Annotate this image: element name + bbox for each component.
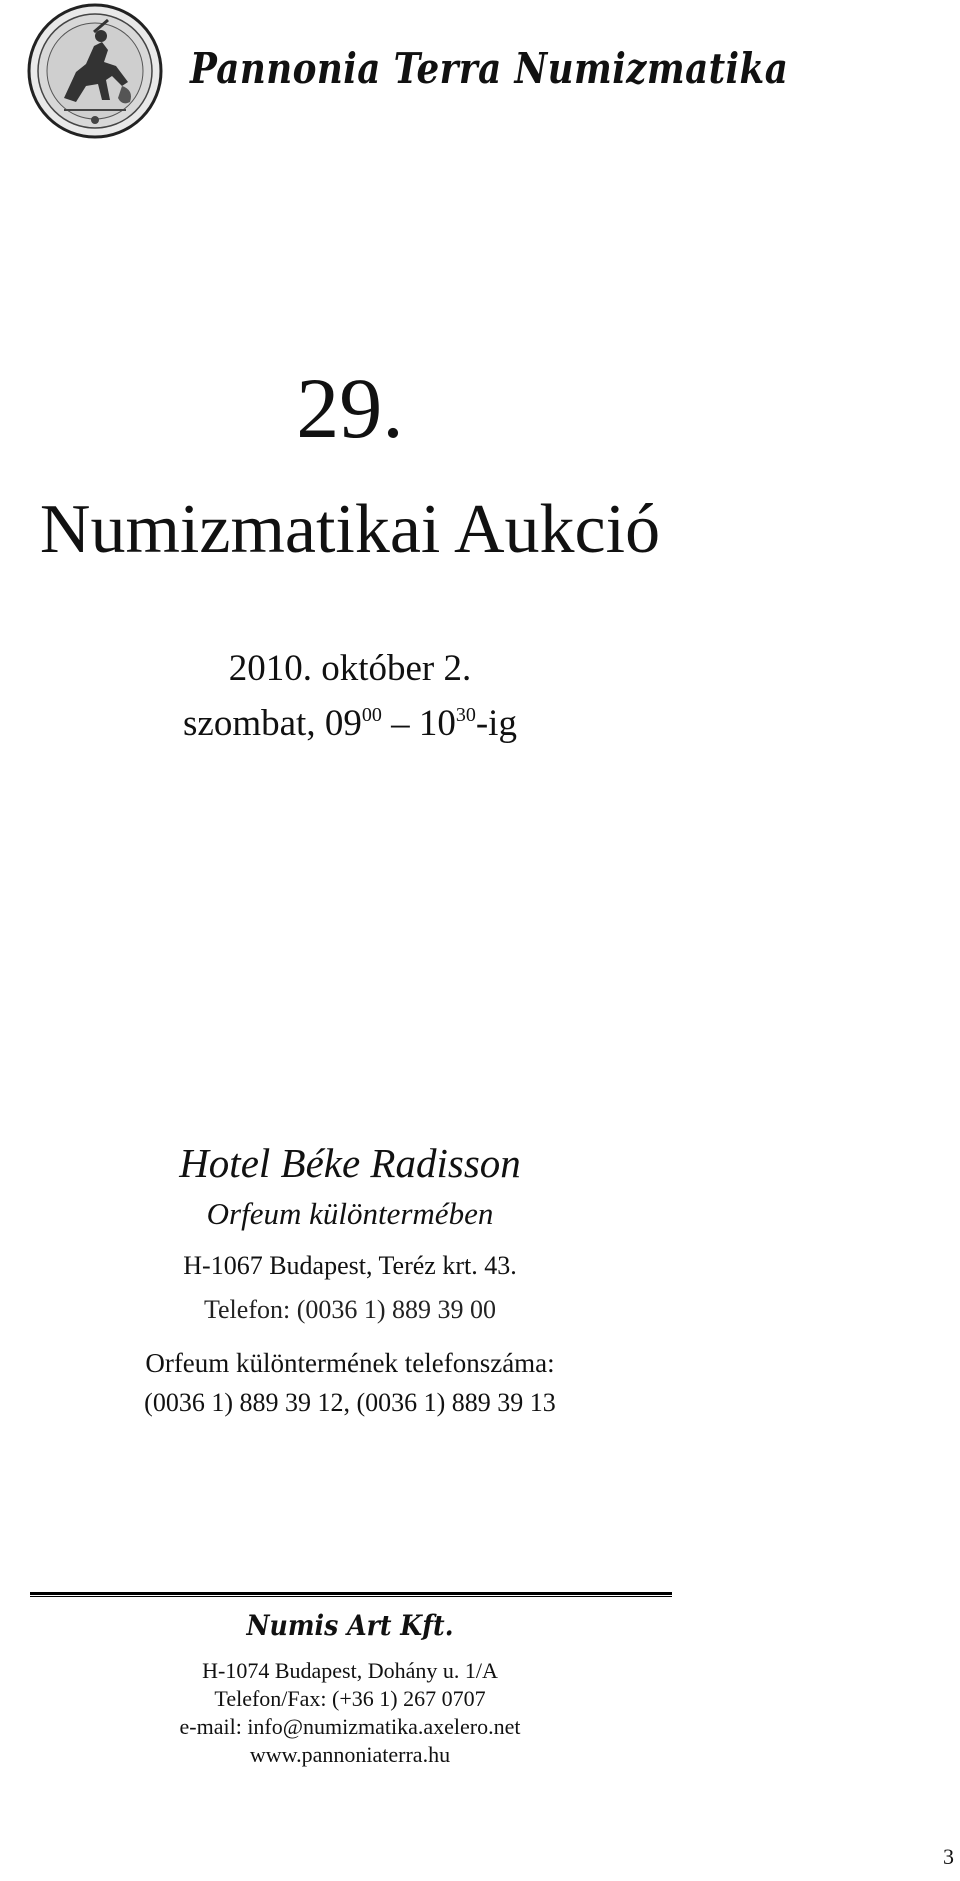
auction-number: 29. — [296, 360, 404, 456]
venue-name: Hotel Béke Radisson — [179, 1140, 521, 1186]
company-phone: Telefon/Fax: (+36 1) 267 0707 — [214, 1686, 486, 1711]
footer-divider — [30, 1592, 672, 1597]
hall-phones: (0036 1) 889 39 12, (0036 1) 889 39 13 — [144, 1388, 556, 1417]
venue-hall: Orfeum különtermében — [206, 1196, 494, 1231]
venue-address: H-1067 Budapest, Teréz krt. 43. — [183, 1251, 517, 1280]
auction-time — [0, 705, 700, 742]
time-prefix: szombat, 09 — [183, 703, 362, 744]
time-end-minutes: 30 — [455, 704, 476, 726]
coin-seal-icon — [24, 2, 166, 140]
venue-phone: Telefon: (0036 1) 889 39 00 — [203, 1295, 497, 1324]
page-number: 3 — [943, 1844, 954, 1869]
company-address: H-1074 Budapest, Dohány u. 1/A — [202, 1658, 498, 1683]
brand-title: Pannonia Terra Numizmatika — [190, 44, 789, 93]
auction-title: Numizmatikai Aukció — [39, 491, 661, 568]
company-website: www.pannoniaterra.hu — [249, 1742, 451, 1767]
auction-date: 2010. október 2. — [228, 648, 472, 689]
company-name: Numis Art Kft. — [246, 1609, 454, 1642]
time-suffix: -ig — [475, 703, 517, 744]
hall-phone-label: Orfeum különtermének telefonszáma: — [145, 1348, 555, 1378]
time-dash: – 10 — [381, 703, 456, 744]
time-start-minutes: 00 — [361, 704, 382, 726]
company-email: e-mail: info@numizmatika.axelero.net — [179, 1714, 521, 1739]
